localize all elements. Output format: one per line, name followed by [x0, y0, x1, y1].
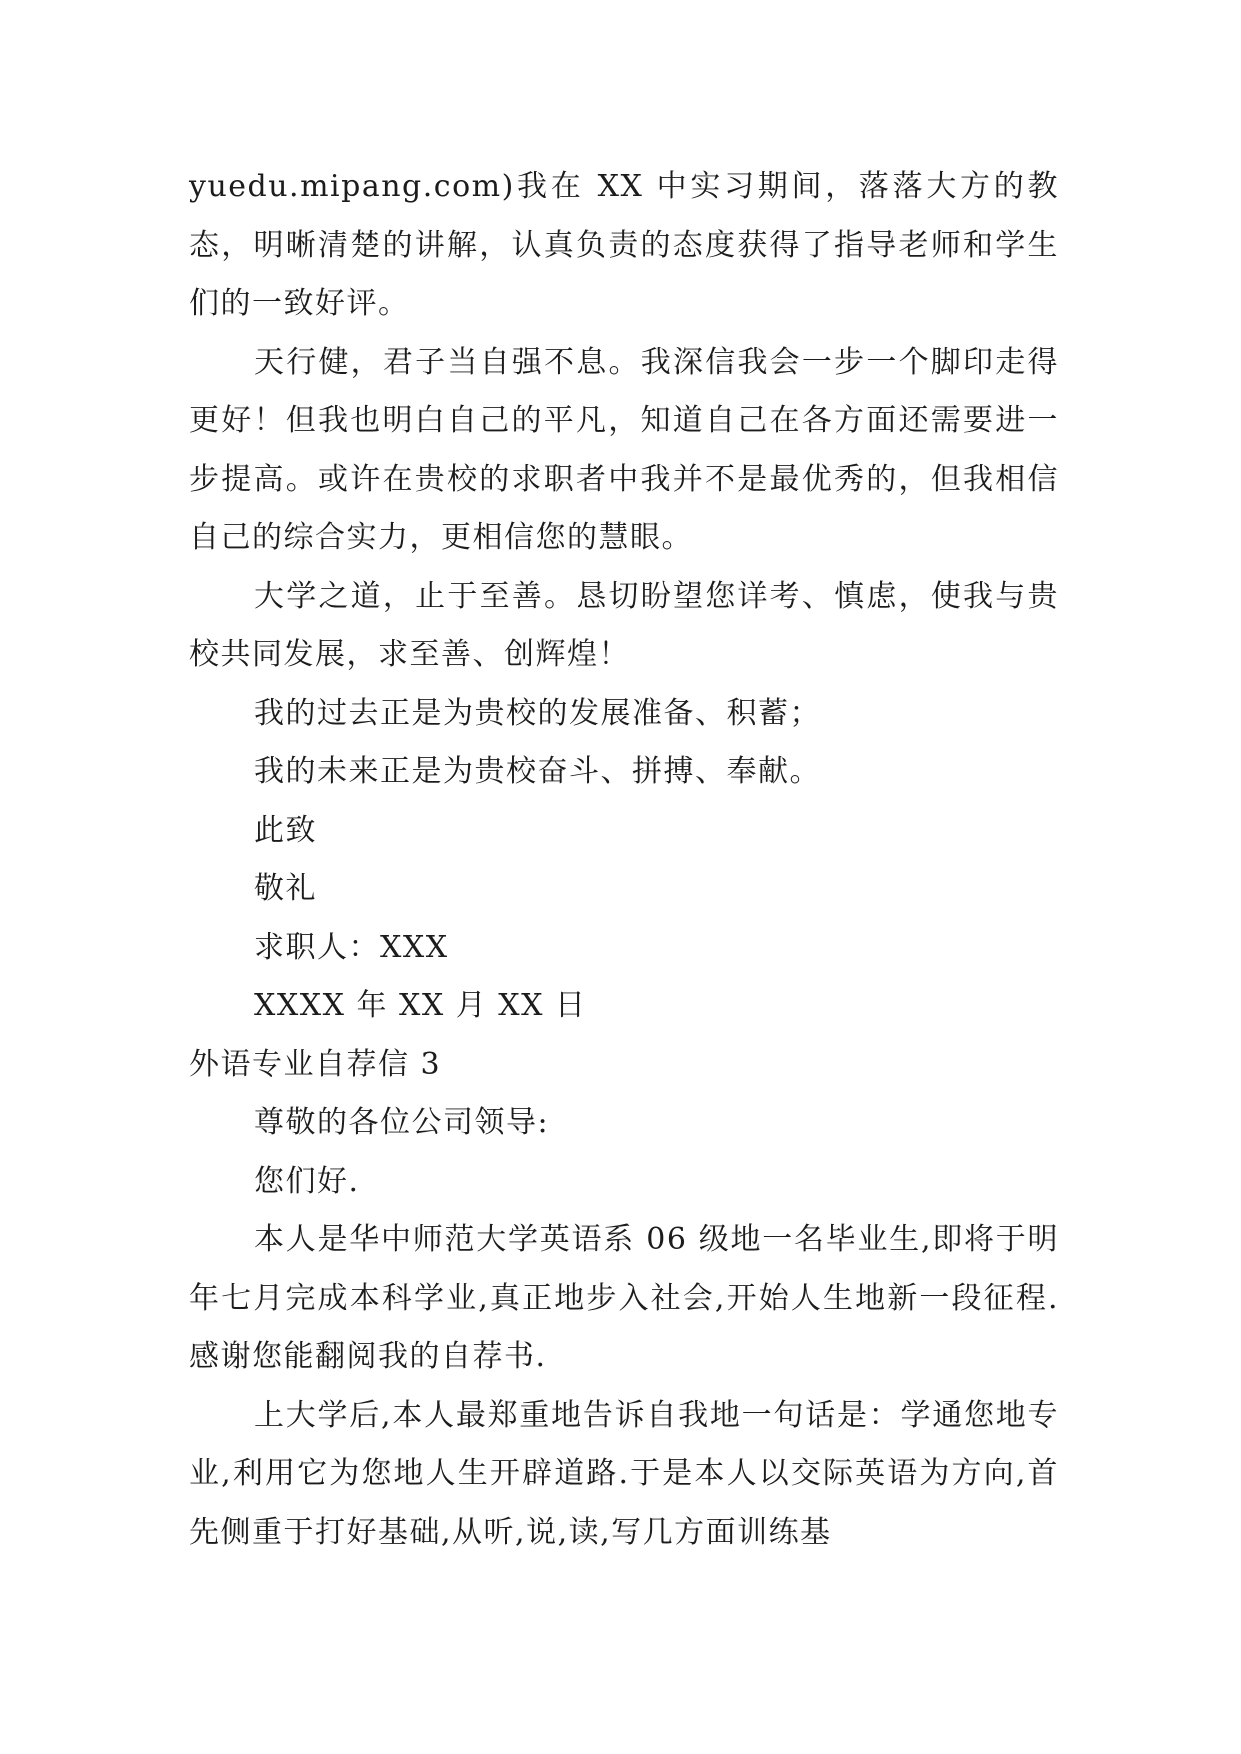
greeting-line: 您们好.	[254, 1163, 360, 1199]
closing-line-1: 此致	[254, 812, 317, 848]
paragraph-perseverance: 天行健，君子当自强不息。我深信我会一步一个脚印走得更好！但我也明白自己的平凡，知道自己在各方面还需要进一步提高。或许在贵校的求职者中我并不是最优秀的，但我相信自己的综合实力，更相信您的慧眼。	[189, 344, 1059, 555]
date-line: XXXX 年 XX 月 XX 日	[254, 988, 587, 1023]
closing-line-2: 敬礼	[254, 871, 317, 906]
line-future: 我的未来正是为贵校奋斗、拼搏、奉献。	[254, 754, 821, 789]
salutation-line: 尊敬的各位公司领导:	[254, 1105, 550, 1140]
line-past: 我的过去正是为贵校的发展准备、积蓄；	[254, 695, 821, 731]
continuation-paragraph: yuedu.mipang.com)我在 XX 中实习期间，落落大方的教态，明晰清楚的讲解，认真负责的态度获得了指导老师和学生们的一致好评。	[189, 169, 1059, 321]
paragraph-introduction: 本人是华中师范大学英语系 06 级地一名毕业生,即将于明年七月完成本科学业,真正地步入社会,开始人生地新一段征程.感谢您能翻阅我的自荐书.	[189, 1222, 1059, 1374]
signature-line: 求职人：XXX	[254, 929, 449, 965]
paragraph-study-focus: 上大学后,本人最郑重地告诉自我地一句话是：学通您地专业,利用它为您地人生开辟道路.于是本人以交际英语为方向,首先侧重于打好基础,从听,说,读,写几方面训练基	[189, 1397, 1059, 1550]
document-body	[189, 158, 1059, 1562]
paragraph-university-way: 大学之道，止于至善。恳切盼望您详考、慎虑，使我与贵校共同发展，求至善、创辉煌！	[189, 578, 1059, 672]
section-title: 外语专业自荐信 3	[189, 1046, 442, 1082]
